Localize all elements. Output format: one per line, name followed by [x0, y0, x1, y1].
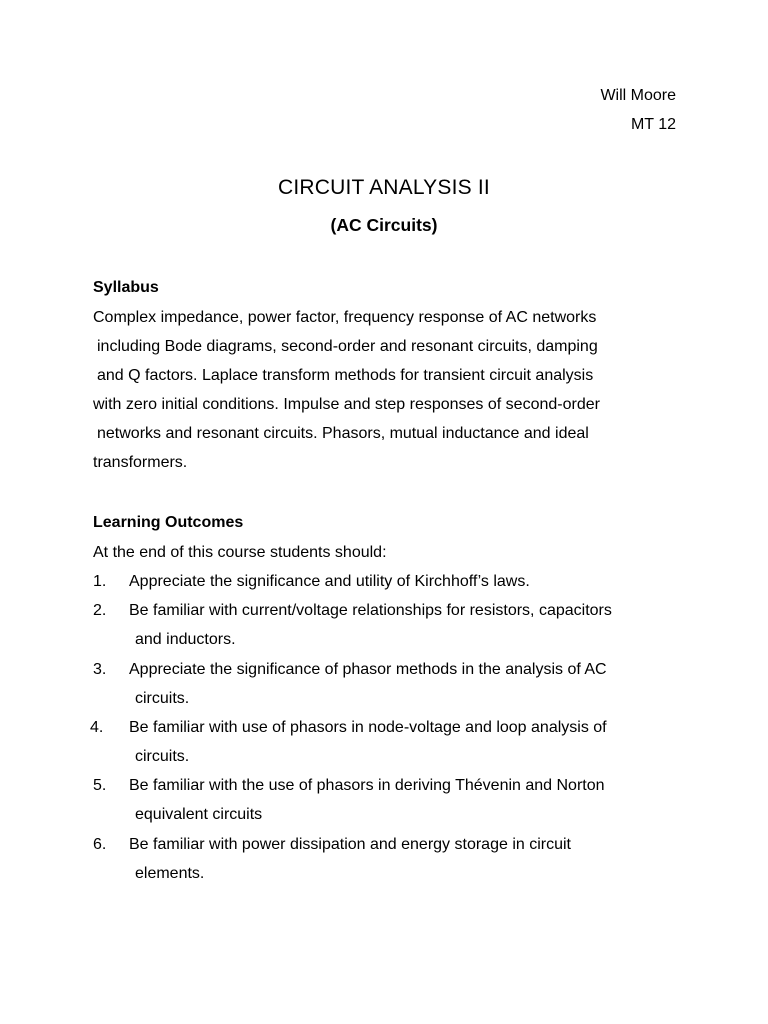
list-item-text: circuits.	[135, 748, 190, 765]
syllabus-line: Complex impedance, power factor, frequency response of AC networks	[93, 309, 597, 326]
list-number: 1.	[93, 573, 107, 590]
list-item-text: Be familiar with use of phasors in node-voltage and loop analysis of	[129, 719, 607, 736]
list-number: 2.	[93, 602, 107, 619]
list-number: 6.	[93, 836, 107, 853]
list-item-text: equivalent circuits	[135, 806, 263, 823]
list-item-text: Be familiar with power dissipation and energy storage in circuit	[129, 836, 571, 853]
document-title: CIRCUIT ANALYSIS II	[278, 176, 490, 199]
list-item-text: Be familiar with the use of phasors in deriving Thévenin and Norton	[129, 777, 605, 794]
learning-outcomes-intro: At the end of this course students should:	[93, 544, 387, 561]
list-item-text: Appreciate the significance of phasor methods in the analysis of AC	[129, 661, 607, 678]
list-item-text: Appreciate the significance and utility of Kirchhoff’s laws.	[129, 573, 530, 590]
course-code: MT 12	[630, 116, 676, 133]
syllabus-line: including Bode diagrams, second-order and resonant circuits, damping	[97, 338, 598, 355]
list-number: 5.	[93, 777, 107, 794]
list-item-text: circuits.	[135, 690, 190, 707]
document-subtitle: (AC Circuits)	[330, 215, 438, 235]
syllabus-line: and Q factors. Laplace transform methods for transient circuit analysis	[97, 367, 594, 384]
syllabus-line: with zero initial conditions. Impulse and step responses of second-order	[93, 396, 600, 413]
syllabus-heading: Syllabus	[93, 279, 159, 296]
list-number: 3.	[93, 661, 107, 678]
list-item-text: and inductors.	[135, 631, 236, 648]
syllabus-line: networks and resonant circuits. Phasors, mutual inductance and ideal	[97, 425, 589, 442]
list-item-text: Be familiar with current/voltage relationships for resistors, capacitors	[129, 602, 612, 619]
list-item-text: elements.	[135, 865, 205, 882]
author-name: Will Moore	[600, 87, 676, 104]
list-number: 4.	[90, 719, 104, 736]
learning-outcomes-heading: Learning Outcomes	[93, 514, 244, 531]
syllabus-line: transformers.	[93, 454, 188, 471]
